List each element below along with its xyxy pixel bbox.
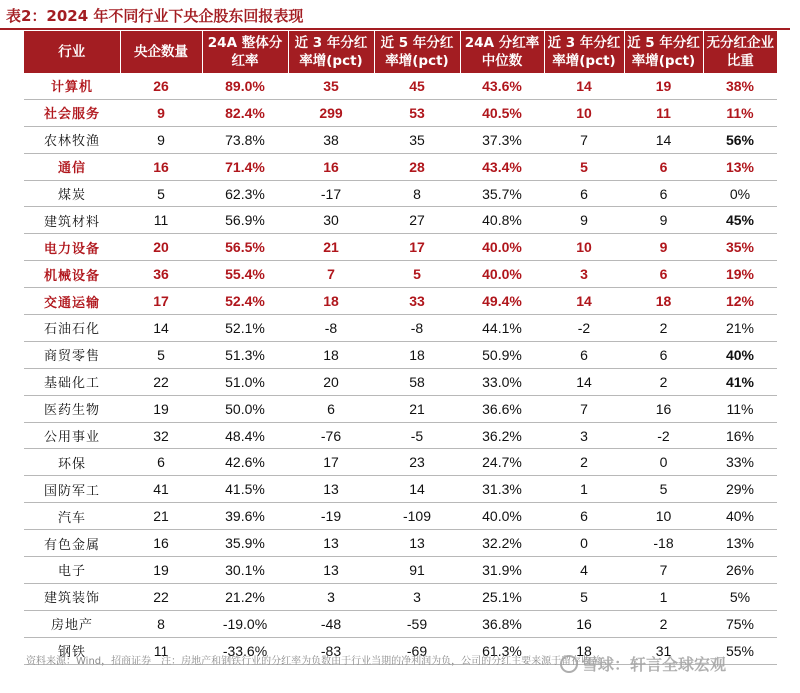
column-header-line: 率增(pct)	[299, 53, 363, 69]
table-cell: 9	[120, 99, 202, 126]
table-cell: -19.0%	[202, 610, 288, 637]
column-header	[544, 31, 624, 73]
table-cell: -5	[374, 422, 460, 449]
table-row	[24, 368, 777, 395]
table-cell: 2	[624, 315, 703, 342]
table-cell: 5	[544, 153, 624, 180]
table-cell: 23	[374, 449, 460, 476]
column-header-line: 中位数	[481, 53, 523, 69]
column-header-line: 24A 整体分	[207, 35, 283, 51]
table-cell: 31.3%	[460, 476, 544, 503]
table-cell: 21	[120, 503, 202, 530]
industry-name: 石油石化	[24, 315, 120, 342]
table-cell: 29%	[703, 476, 777, 503]
table-cell: 19	[120, 395, 202, 422]
table-cell: 38	[288, 126, 374, 153]
column-header	[202, 31, 288, 73]
table-cell: 28	[374, 153, 460, 180]
table-row	[24, 261, 777, 288]
industry-name: 医药生物	[24, 395, 120, 422]
table-cell: 1	[544, 476, 624, 503]
table-cell: 3	[288, 583, 374, 610]
table-cell: 33%	[703, 449, 777, 476]
table-cell: 31	[624, 637, 703, 664]
table-cell: 26%	[703, 557, 777, 584]
table-cell: 36.8%	[460, 610, 544, 637]
industry-name: 交通运输	[24, 288, 120, 315]
column-header	[24, 31, 120, 73]
table-row	[24, 557, 777, 584]
industry-name: 基础化工	[24, 368, 120, 395]
column-header-line: 行业	[58, 44, 86, 60]
table-cell: 14	[544, 288, 624, 315]
table-row	[24, 341, 777, 368]
column-header-line: 近 3 年分红	[294, 35, 368, 51]
table-row	[24, 207, 777, 234]
table-cell: 55.4%	[202, 261, 288, 288]
table-cell: -8	[288, 315, 374, 342]
table-cell: -76	[288, 422, 374, 449]
table-cell: 40%	[703, 503, 777, 530]
column-header	[374, 31, 460, 73]
table-cell: 0	[544, 530, 624, 557]
table-row	[24, 476, 777, 503]
table-cell: -17	[288, 180, 374, 207]
dividend-table	[24, 31, 777, 665]
table-cell: 21	[288, 234, 374, 261]
table-cell: 27	[374, 207, 460, 234]
table-cell: 3	[544, 422, 624, 449]
table-cell: -69	[374, 637, 460, 664]
snowball-logo-icon	[560, 655, 578, 673]
column-header-line: 央企数量	[134, 44, 188, 60]
table-cell: 2	[624, 610, 703, 637]
industry-name: 有色金属	[24, 530, 120, 557]
table-cell: 299	[288, 99, 374, 126]
table-cell: 13%	[703, 153, 777, 180]
table-cell: 56.9%	[202, 207, 288, 234]
table-cell: 73.8%	[202, 126, 288, 153]
table-cell: 16	[120, 153, 202, 180]
table-cell: 20	[120, 234, 202, 261]
table-cell: -48	[288, 610, 374, 637]
table-cell: 19	[120, 557, 202, 584]
table-cell: 16	[288, 153, 374, 180]
column-header-line: 24A 分红率	[464, 35, 540, 51]
table-cell: 6	[624, 261, 703, 288]
table-cell: 6	[624, 341, 703, 368]
table-cell: 36.2%	[460, 422, 544, 449]
table-cell: -18	[624, 530, 703, 557]
table-cell: 25.1%	[460, 583, 544, 610]
column-header-line: 红率	[231, 53, 259, 69]
table-cell: 14	[624, 126, 703, 153]
industry-name: 电力设备	[24, 234, 120, 261]
table-cell: 18	[288, 288, 374, 315]
table-cell: 35	[374, 126, 460, 153]
table-cell: 5	[544, 583, 624, 610]
industry-name: 汽车	[24, 503, 120, 530]
industry-name: 煤炭	[24, 180, 120, 207]
table-cell: 22	[120, 583, 202, 610]
table-cell: 11	[120, 207, 202, 234]
source-note: 资料来源：Wind，招商证券 注：房地产和钢铁行业的分红率为负数由于行业当期的净利润为负，公司的分红主要来源于留存收益	[26, 656, 602, 667]
table-cell: 7	[288, 261, 374, 288]
table-cell: 7	[544, 395, 624, 422]
table-cell: 41%	[703, 368, 777, 395]
column-header	[624, 31, 703, 73]
table-cell: 50.0%	[202, 395, 288, 422]
table-cell: 41.5%	[202, 476, 288, 503]
table-cell: 6	[120, 449, 202, 476]
table-cell: 41	[120, 476, 202, 503]
table-cell: 33.0%	[460, 368, 544, 395]
table-cell: 5%	[703, 583, 777, 610]
table-cell: 5	[374, 261, 460, 288]
table-cell: 51.3%	[202, 341, 288, 368]
table-cell: 51.0%	[202, 368, 288, 395]
table-cell: 36.6%	[460, 395, 544, 422]
table-cell: 22	[120, 368, 202, 395]
industry-name: 建筑装饰	[24, 583, 120, 610]
table-cell: 9	[120, 126, 202, 153]
table-cell: 18	[624, 288, 703, 315]
column-header-line: 近 3 年分红	[547, 35, 621, 51]
table-cell: 30	[288, 207, 374, 234]
table-row	[24, 99, 777, 126]
table-cell: 44.1%	[460, 315, 544, 342]
table-cell: 6	[544, 341, 624, 368]
table-cell: 42.6%	[202, 449, 288, 476]
table-cell: 11	[624, 99, 703, 126]
industry-name: 社会服务	[24, 99, 120, 126]
table-row	[24, 503, 777, 530]
table-cell: 62.3%	[202, 180, 288, 207]
table-cell: 10	[624, 503, 703, 530]
table-cell: 6	[288, 395, 374, 422]
table-cell: 35.7%	[460, 180, 544, 207]
column-header-line: 率增(pct)	[631, 53, 696, 69]
table-cell: 9	[624, 234, 703, 261]
table-cell: -59	[374, 610, 460, 637]
table-cell: 45%	[703, 207, 777, 234]
table-cell: 10	[544, 234, 624, 261]
table-cell: 21	[374, 395, 460, 422]
table-cell: 14	[374, 476, 460, 503]
table-row	[24, 610, 777, 637]
table-cell: 37.3%	[460, 126, 544, 153]
table-cell: 75%	[703, 610, 777, 637]
column-header-line: 率增(pct)	[552, 53, 616, 69]
table-cell: -2	[624, 422, 703, 449]
table-cell: 17	[120, 288, 202, 315]
table-cell: 89.0%	[202, 73, 288, 99]
table-cell: -8	[374, 315, 460, 342]
table-cell: 6	[544, 180, 624, 207]
table-cell: 40.5%	[460, 99, 544, 126]
table-cell: 52.4%	[202, 288, 288, 315]
table-cell: 32.2%	[460, 530, 544, 557]
table-cell: 36	[120, 261, 202, 288]
table-cell: 11%	[703, 395, 777, 422]
table-cell: 50.9%	[460, 341, 544, 368]
table-row	[24, 288, 777, 315]
table-row	[24, 583, 777, 610]
industry-name: 通信	[24, 153, 120, 180]
table-cell: 13	[288, 557, 374, 584]
watermark-text: 雪球：轩言全球宏观	[582, 655, 727, 674]
table-cell: 16	[624, 395, 703, 422]
column-header	[703, 31, 777, 73]
table-row	[24, 126, 777, 153]
table-cell: 16%	[703, 422, 777, 449]
table-cell: 17	[288, 449, 374, 476]
table-cell: 0%	[703, 180, 777, 207]
industry-name: 农林牧渔	[24, 126, 120, 153]
table-cell: 5	[624, 476, 703, 503]
table-cell: 30.1%	[202, 557, 288, 584]
table-row	[24, 73, 777, 99]
industry-name: 国防军工	[24, 476, 120, 503]
industry-name: 房地产	[24, 610, 120, 637]
table-cell: 6	[624, 180, 703, 207]
table-cell: 33	[374, 288, 460, 315]
table-row	[24, 530, 777, 557]
table-row	[24, 422, 777, 449]
industry-name: 计算机	[24, 73, 120, 99]
table-cell: 35%	[703, 234, 777, 261]
table-cell: 5	[120, 341, 202, 368]
table-row	[24, 449, 777, 476]
table-body	[24, 73, 777, 664]
column-header-line: 率增(pct)	[385, 53, 449, 69]
table-cell: 43.4%	[460, 153, 544, 180]
table-cell: 39.6%	[202, 503, 288, 530]
table-row	[24, 180, 777, 207]
table-cell: 35	[288, 73, 374, 99]
table-cell: 53	[374, 99, 460, 126]
table-cell: 40.0%	[460, 261, 544, 288]
table-row	[24, 234, 777, 261]
table-cell: 8	[120, 610, 202, 637]
table-cell: 45	[374, 73, 460, 99]
table-cell: 14	[544, 368, 624, 395]
table-cell: 56.5%	[202, 234, 288, 261]
industry-name: 电子	[24, 557, 120, 584]
watermark	[560, 652, 726, 675]
table-cell: 18	[288, 341, 374, 368]
industry-name: 环保	[24, 449, 120, 476]
table-cell: 91	[374, 557, 460, 584]
table-cell: 35.9%	[202, 530, 288, 557]
table-cell: -33.6%	[202, 637, 288, 664]
table-cell: 40%	[703, 341, 777, 368]
table-cell: 21.2%	[202, 583, 288, 610]
table-cell: 11	[120, 637, 202, 664]
table-cell: 3	[374, 583, 460, 610]
table-cell: 24.7%	[460, 449, 544, 476]
table-cell: 18	[544, 637, 624, 664]
table-cell: 19%	[703, 261, 777, 288]
table-cell: 7	[624, 557, 703, 584]
table-cell: 4	[544, 557, 624, 584]
table-cell: 16	[544, 610, 624, 637]
table-cell: 5	[120, 180, 202, 207]
table-cell: -109	[374, 503, 460, 530]
table-cell: 9	[544, 207, 624, 234]
table-cell: 19	[624, 73, 703, 99]
table-cell: 82.4%	[202, 99, 288, 126]
title-rule	[0, 28, 790, 30]
table-cell: 11%	[703, 99, 777, 126]
table-cell: -19	[288, 503, 374, 530]
column-header-line: 比重	[726, 53, 754, 69]
table-title: 表2：2024 年不同行业下央企股东回报表现	[6, 7, 304, 25]
industry-name: 商贸零售	[24, 341, 120, 368]
table-row	[24, 315, 777, 342]
header-row	[24, 31, 777, 73]
table-row	[24, 153, 777, 180]
table-cell: 52.1%	[202, 315, 288, 342]
column-header	[288, 31, 374, 73]
table-cell: 10	[544, 99, 624, 126]
table-cell: 58	[374, 368, 460, 395]
table-cell: 13	[374, 530, 460, 557]
table-cell: -2	[544, 315, 624, 342]
table-cell: 12%	[703, 288, 777, 315]
table-cell: 55%	[703, 637, 777, 664]
column-header-line: 无分红企业	[706, 35, 774, 51]
table-cell: 0	[624, 449, 703, 476]
table-cell: 1	[624, 583, 703, 610]
table-cell: 49.4%	[460, 288, 544, 315]
column-header	[460, 31, 544, 73]
table-cell: 21%	[703, 315, 777, 342]
table-cell: 9	[624, 207, 703, 234]
table-cell: 31.9%	[460, 557, 544, 584]
table-cell: 14	[544, 73, 624, 99]
table-cell: 56%	[703, 126, 777, 153]
table-cell: 16	[120, 530, 202, 557]
table-cell: 71.4%	[202, 153, 288, 180]
table-cell: 40.0%	[460, 234, 544, 261]
table-cell: 2	[544, 449, 624, 476]
table-cell: 40.8%	[460, 207, 544, 234]
column-header-line: 近 5 年分红	[380, 35, 454, 51]
column-header	[120, 31, 202, 73]
industry-name: 公用事业	[24, 422, 120, 449]
table-cell: 7	[544, 126, 624, 153]
column-header-line: 近 5 年分红	[627, 35, 700, 51]
table-cell: 14	[120, 315, 202, 342]
table-cell: 6	[624, 153, 703, 180]
table-cell: 13	[288, 530, 374, 557]
table-cell: 40.0%	[460, 503, 544, 530]
table-cell: 13	[288, 476, 374, 503]
table-cell: 38%	[703, 73, 777, 99]
table-cell: 43.6%	[460, 73, 544, 99]
industry-name: 钢铁	[24, 637, 120, 664]
table-cell: 61.3%	[460, 637, 544, 664]
table-cell: 13%	[703, 530, 777, 557]
table-cell: -83	[288, 637, 374, 664]
table-cell: 20	[288, 368, 374, 395]
industry-name: 建筑材料	[24, 207, 120, 234]
table-cell: 17	[374, 234, 460, 261]
table-cell: 18	[374, 341, 460, 368]
table-cell: 26	[120, 73, 202, 99]
table-cell: 48.4%	[202, 422, 288, 449]
table-cell: 6	[544, 503, 624, 530]
industry-name: 机械设备	[24, 261, 120, 288]
table-cell: 3	[544, 261, 624, 288]
table-cell: 2	[624, 368, 703, 395]
table-row	[24, 395, 777, 422]
table-cell: 8	[374, 180, 460, 207]
table-cell: 32	[120, 422, 202, 449]
